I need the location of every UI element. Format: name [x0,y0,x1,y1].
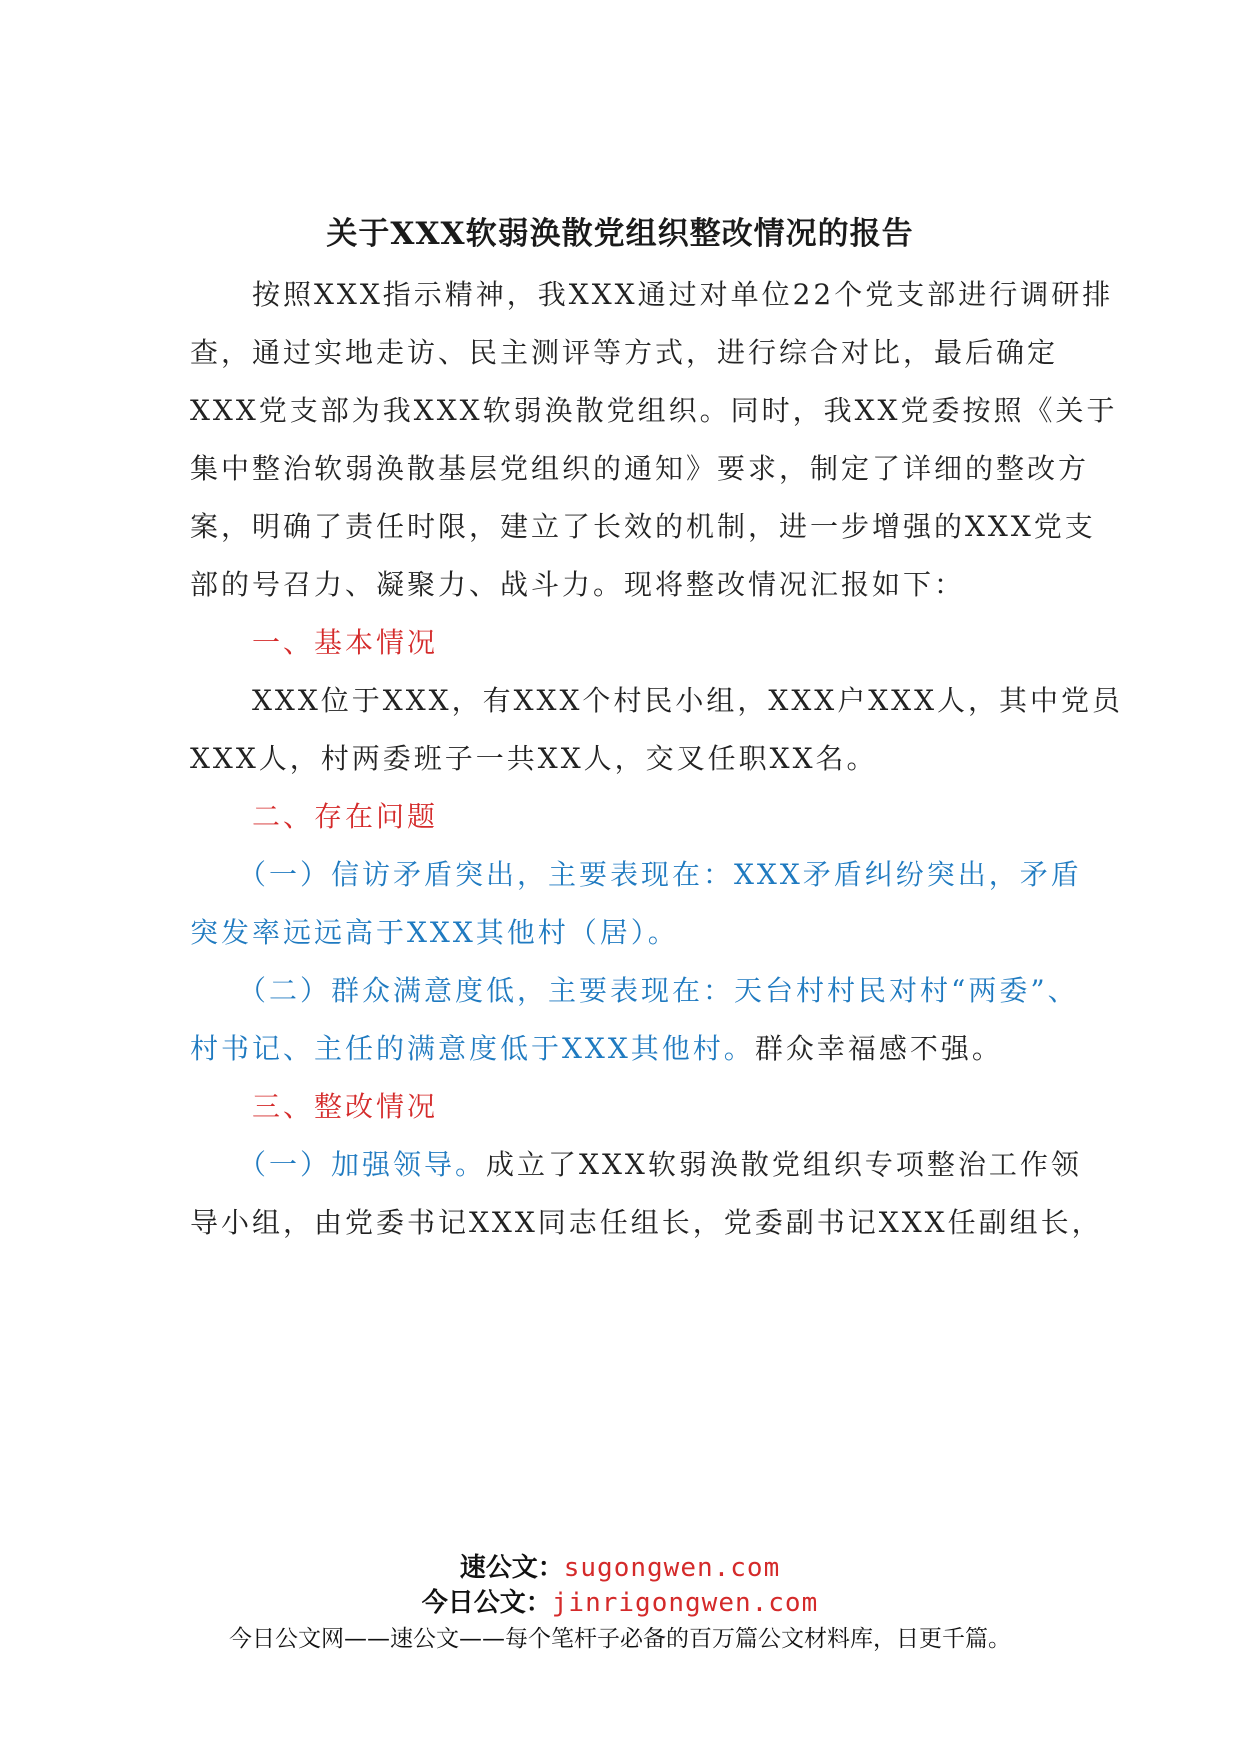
section-heading-rectification: 三、整改情况 [190,1090,439,1123]
paragraph-line: XXX党支部为我XXX软弱涣散党组织。同时，我XX党委按照《关于 [190,394,1118,427]
paragraph-line: XXX位于XXX，有XXX个村民小组，XXX户XXX人，其中党员 [190,684,1124,717]
subheading-line: （一）信访矛盾突出，主要表现在：XXX矛盾纠纷突出，矛盾 [190,858,1082,891]
paragraph-fragment: 成立了XXX软弱涣散党组织专项整治工作领 [486,1148,1082,1181]
section-heading-problems: 二、存在问题 [190,800,439,833]
footer-label: 速公文： [459,1553,564,1583]
paragraph-line: 查，通过实地走访、民主测评等方式，进行综合对比，最后确定 [190,336,1059,369]
paragraph-fragment: 群众幸福感不强。 [754,1032,1003,1065]
paragraph-line: 集中整治软弱涣散基层党组织的通知》要求，制定了详细的整改方 [190,452,1090,485]
paragraph-line: 部的号召力、凝聚力、战斗力。现将整改情况汇报如下： [190,568,966,601]
paragraph-line: XXX人，村两委班子一共XX人，交叉任职XX名。 [190,742,878,775]
footer-tagline: 今日公文网——速公文——每个笔杆子必备的百万篇公文材料库，日更千篇。 [229,1626,1011,1652]
paragraph-line-mixed [190,1146,1082,1184]
footer-line-sugongwen [0,1547,1240,1584]
paragraph-line: 案，明确了责任时限，建立了长效的机制，进一步增强的XXX党支 [190,510,1096,543]
paragraph-line: 导小组，由党委书记XXX同志任组长，党委副书记XXX任副组长， [190,1206,1103,1239]
footer-link-jinrigongwen[interactable]: jinrigongwen.com [551,1588,819,1618]
footer-line-jinrigongwen [0,1582,1240,1619]
subheading-line: （二）群众满意度低，主要表现在：天台村村民对村“两委”、 [190,974,1079,1007]
footer-label: 今日公文： [421,1588,552,1618]
paragraph-line-mixed [190,1030,1060,1068]
subheading-fragment: 村书记、主任的满意度低于XXX其他村。 [190,1032,755,1065]
subheading-line: 突发率远远高于XXX其他村（居）。 [190,916,679,949]
subheading-fragment: （一）加强领导。 [190,1148,487,1181]
section-heading-basic: 一、基本情况 [190,626,439,659]
paragraph-line: 按照XXX指示精神，我XXX通过对单位22个党支部进行调研排 [190,278,1114,311]
document-title: 关于XXX软弱涣散党组织整改情况的报告 [326,216,914,252]
footer-link-sugongwen[interactable]: sugongwen.com [563,1553,781,1583]
